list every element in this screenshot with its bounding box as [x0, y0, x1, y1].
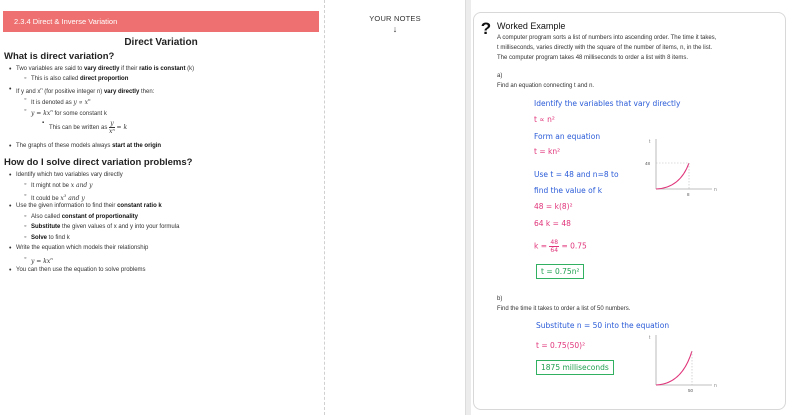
handwritten-step: Substitute n = 50 into the equation [536, 321, 670, 330]
list-item: ◦ It might not be x and y [31, 182, 93, 189]
graph-y-value: 48 [645, 161, 651, 166]
handwritten-step: find the value of k [534, 186, 603, 195]
handwritten-step: Form an equation [534, 132, 601, 141]
heading-what: What is direct variation? [4, 51, 115, 62]
part-a-label: a) [497, 73, 503, 79]
list-item: • Two variables are said to vary directly if their ratio is constant (k) [16, 66, 194, 72]
part-b-question: Find the time it takes to order a list of 50 numbers. [497, 306, 631, 312]
graph-curve [656, 163, 689, 189]
handwritten-step: k = $\frac{48}{64}$ = 0.75 [534, 239, 587, 254]
handwritten-step: 64 k = 48 [534, 219, 571, 228]
list-item: • Identify which two variables vary directly [16, 172, 123, 178]
list-item: • The graphs of these models always start at the origin [16, 143, 161, 149]
intro-line: The computer program takes 48 milliseconds to order a list with 8 items. [497, 55, 689, 61]
intro-line: A computer program sorts a list of numbers into ascending order. The time it takes, [497, 35, 717, 41]
graph-n-label: n [714, 383, 717, 389]
handwritten-step: t ∝ n² [534, 115, 555, 124]
list-item: ◦ It could be $x^3$ and y [31, 193, 85, 202]
worked-example-title: Worked Example [497, 21, 566, 31]
answer-box: t = 0.75n² [536, 264, 584, 279]
graph-t-label: t [649, 335, 651, 341]
fraction: $\frac{48}{64}$ [550, 239, 559, 254]
your-notes-column[interactable] [324, 0, 464, 415]
answer-box: 1875 milliseconds [536, 360, 614, 375]
handwritten-step: Identify the variables that vary directly [534, 99, 681, 108]
list-item: • Write the equation which models their relationship [16, 245, 148, 251]
list-item: • You can then use the equation to solve problems [16, 267, 146, 273]
fraction: $\frac{y}{\text{xⁿ}}$ [109, 120, 115, 135]
graph-x-value: 8 [687, 192, 690, 197]
list-item: ◦ Solve to find k [31, 235, 70, 241]
your-notes-heading: YOUR NOTES [369, 14, 421, 23]
section-bar: 2.3.4 Direct & Inverse Variation [3, 11, 319, 32]
list-item: ◦ It is denoted as $y \propto x^n$ [31, 97, 91, 106]
heading-how: How do I solve direct variation problems? [4, 157, 193, 168]
arrow-down-icon: ↓ [392, 24, 398, 34]
list-item: ◦ $y = kx^n$ for some constant k [31, 108, 107, 117]
handwritten-step: t = 0.75(50)² [536, 341, 586, 350]
list-item: • Use the given information to find their constant ratio k [16, 203, 162, 209]
graph-curve [656, 351, 692, 385]
graph-x-value: 50 [688, 388, 694, 393]
worked-example-card [473, 12, 786, 410]
question-icon: ? [480, 19, 492, 38]
list-item: ◦ $y = kx^n$ [31, 256, 53, 265]
page-title: Direct Variation [124, 37, 198, 48]
handwritten-step: t = kn² [534, 147, 561, 156]
graph-n-label: n [714, 187, 717, 193]
part-a-question: Find an equation connecting t and n. [497, 83, 595, 89]
handwritten-step: Use t = 48 and n=8 to [534, 170, 619, 179]
graph-t-label: t [649, 139, 651, 145]
list-item: • If y and $x^n$ (for positive integer n) vary directly then: [16, 86, 154, 95]
handwritten-step: 48 = k(8)² [534, 202, 573, 211]
list-item: ◦ Substitute the given values of x and y into your formula [31, 224, 179, 230]
list-item: ◦ This is also called direct proportion [31, 76, 128, 82]
intro-line: t milliseconds, varies directly with the square of the number of items, n, in the list. [497, 45, 713, 51]
graph-b [642, 329, 722, 395]
graph-a [642, 133, 722, 199]
notes-content [0, 0, 322, 415]
column-divider [465, 0, 471, 415]
part-b-label: b) [497, 296, 503, 302]
list-item: ◦ Also called constant of proportionality [31, 214, 138, 220]
list-item: ▪ This can be written as $\frac{y}{\text{xⁿ}}$ = k [49, 120, 127, 135]
